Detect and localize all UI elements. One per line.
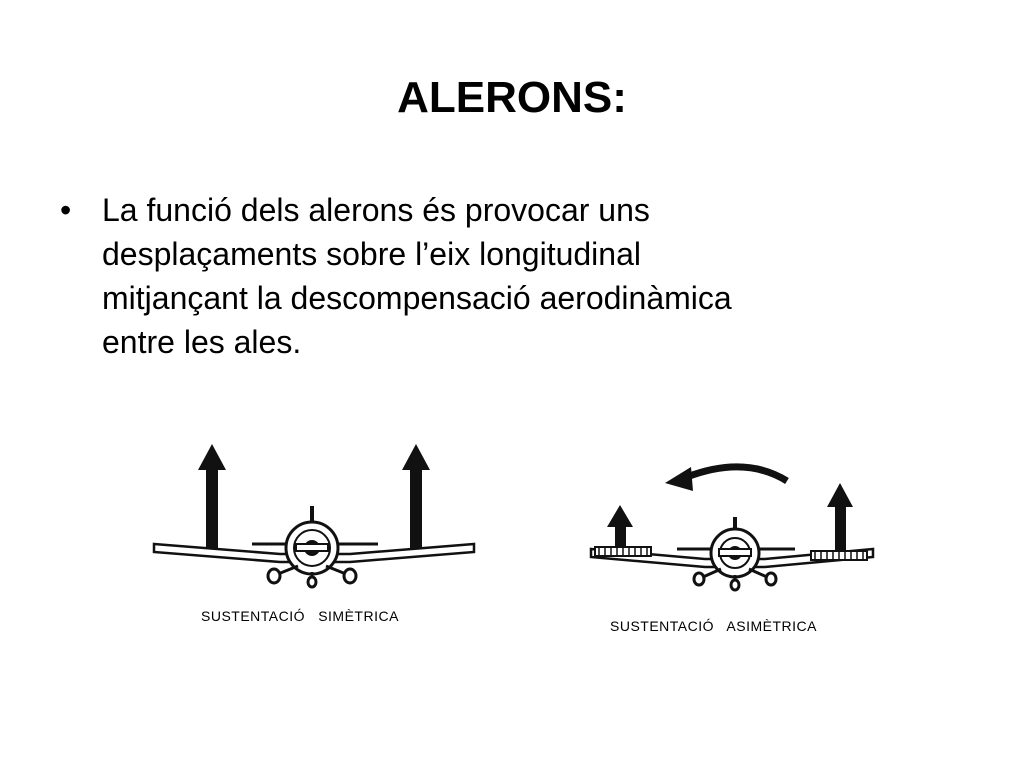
- bullet-line: mitjançant la descompensació aerodinàmica: [102, 280, 732, 316]
- bullet-line: La funció dels alerons és provocar uns: [102, 192, 650, 228]
- airplane-front-view: [591, 517, 873, 590]
- roll-arrow: [665, 467, 787, 491]
- lift-arrow-large: [827, 483, 853, 559]
- asymmetric-lift-illustration: [585, 455, 885, 595]
- bullet-text: [102, 188, 732, 364]
- airplane-front-view: [154, 506, 474, 587]
- lift-arrow-right: [402, 444, 430, 550]
- bullet-item: [60, 188, 940, 364]
- bullet-marker: •: [60, 192, 72, 228]
- lift-arrow-left: [198, 444, 226, 550]
- asymmetric-lift-caption: SUSTENTACIÓ ASIMÈTRICA: [610, 618, 817, 634]
- slide-title: ALERONS:: [397, 73, 627, 122]
- symmetric-lift-illustration: [150, 440, 480, 590]
- bullet-line: entre les ales.: [102, 324, 302, 360]
- bullet-line: desplaçaments sobre l’eix longitudinal: [102, 236, 641, 272]
- symmetric-lift-caption: SUSTENTACIÓ SIMÈTRICA: [201, 608, 399, 624]
